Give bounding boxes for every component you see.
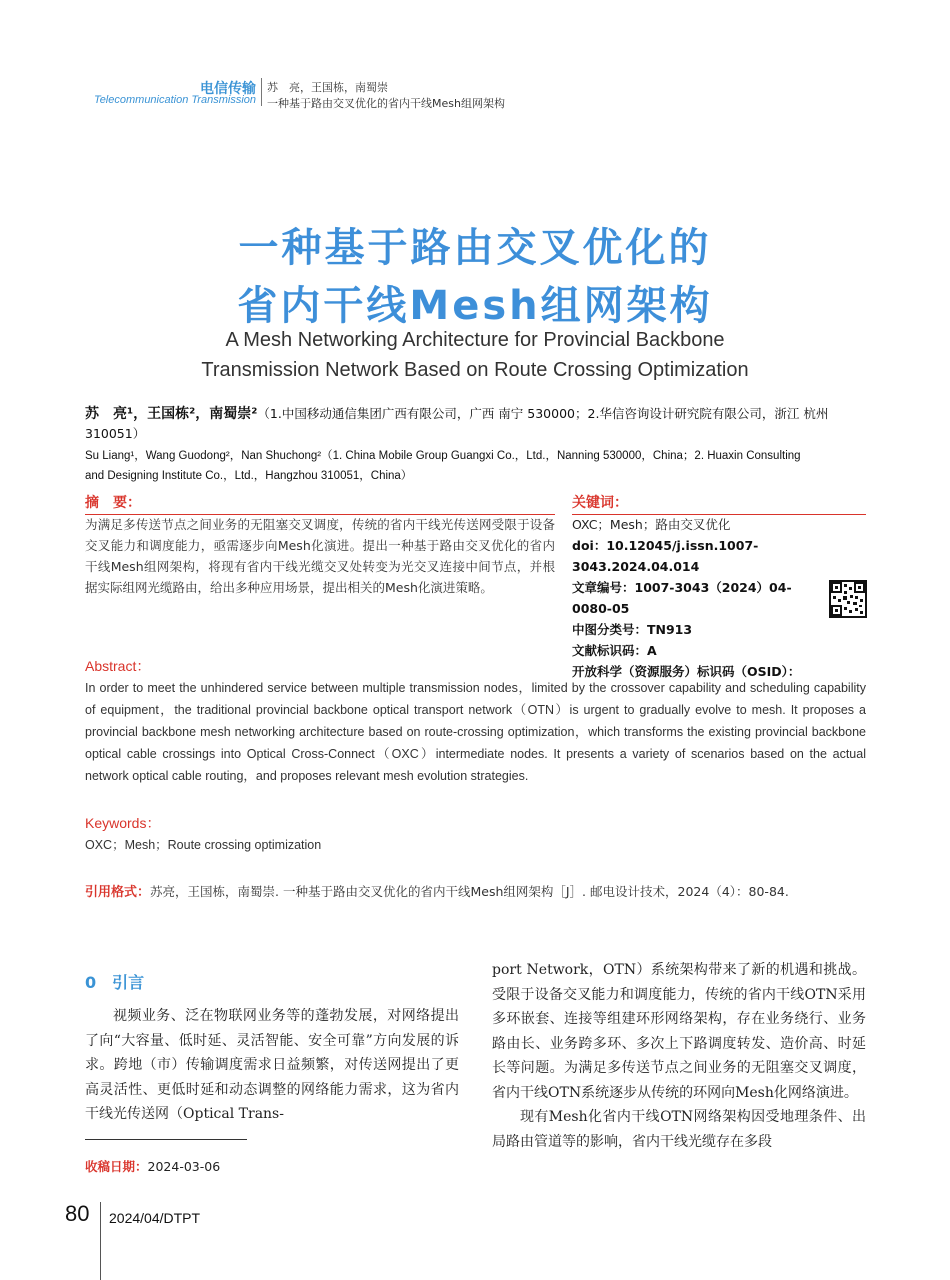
keywords-en-body: OXC；Mesh；Route crossing optimization xyxy=(85,838,322,852)
keywords-en-heading: Keywords： xyxy=(85,815,161,831)
author-names-cn: 苏 亮¹，王国栋²，南蜀崇² xyxy=(85,406,258,422)
header-divider xyxy=(261,78,262,106)
body-paragraph-left: 视频业务、泛在物联网业务等的蓬勃发展，对网络提出了向“大容量、低时延、灵活智能、安全可靠”方向发展的诉求。跨地（市）传输调度需求日益频繁，对传送网提出了更高灵活性、更低时延和动态调整的网络能力需求，这为省内干线光传送网（Optical Trans- xyxy=(85,1008,459,1122)
document-code: 文献标识码：A xyxy=(572,643,657,658)
received-value: 2024-03-06 xyxy=(147,1159,221,1174)
footnote-divider xyxy=(85,1139,247,1140)
header-authors: 苏 亮，王国栋，南蜀崇 xyxy=(267,81,388,94)
citation xyxy=(85,881,875,900)
keywords-cn-heading-rule xyxy=(572,492,866,515)
citation-text: 苏亮，王国栋，南蜀崇. 一种基于路由交叉优化的省内干线Mesh组网架构［J］. 邮电设计技术，2024（4）：80-84. xyxy=(150,884,789,899)
body-paragraph-right-1: port Network，OTN）系统架构带来了新的机遇和挑战。受限于设备交叉能力和调度能力，传统的省内干线OTN采用多环嵌套、连接等组建环形网络架构，存在业务绕行、业务路由长、业务跨多环、多次上下路调度转发、造价高、时延长等问题。为满足多传送节点之间业务的无阻塞交叉调度，省内干线OTN系统逐步从传统的环网向Mesh化网络演进。 xyxy=(492,962,866,1101)
keywords-meta-block xyxy=(572,514,822,682)
abstract-en-body: In order to meet the unhindered service between multiple transmission nodes，limited by the crossover capability and scheduling capability of equipment，the traditional provincial backbone optical transport network（OTN）is urgent to gradually evolve to mesh. It proposes a provincial backbone mesh networking architecture based on route-crossing optimization，which transforms the existing provincial backbone optical cable crossings into Optical Cross-Connect（OXC）intermediate nodes. It presents a variety of scenarios based on the actual network optical cable routing，and proposes relevant mesh evolution strategies. xyxy=(85,681,866,783)
body-paragraph-right-2: 现有Mesh化省内干线OTN网络架构因受地理条件、出局路由管道等的影响，省内干线光缆存在多段 xyxy=(492,1109,866,1150)
body-column-left xyxy=(85,1004,459,1127)
journal-name-cn: 电信传输 xyxy=(200,81,256,97)
title-cn-line2: 省内干线Mesh组网架构 xyxy=(237,283,713,329)
article-number: 文章编号：1007-3043（2024）04-0080-05 xyxy=(572,580,792,616)
journal-name-en: Telecommunication Transmission xyxy=(93,94,256,106)
citation-label: 引用格式： xyxy=(85,885,151,900)
authors-en-line2: and Designing Institute Co.，Ltd.，Hangzhou 310051，China） xyxy=(85,470,413,482)
abstract-en-heading: Abstract： xyxy=(85,658,151,674)
body-column-right xyxy=(492,958,866,1154)
section-heading-intro: 0 引言 xyxy=(85,973,145,992)
author-affiliation-cn: （1.中国移动通信集团广西有限公司，广西 南宁 530000；2.华信咨询设计研究院有限公司，浙江 杭州 310051） xyxy=(85,406,829,441)
abstract-cn-heading: 摘 要： xyxy=(85,495,141,511)
keywords-cn: OXC；Mesh；路由交叉优化 xyxy=(572,517,731,532)
page-number: 80 xyxy=(65,1201,90,1226)
clc-number: 中图分类号：TN913 xyxy=(572,622,693,637)
authors-cn xyxy=(85,404,867,444)
received-label: 收稿日期： xyxy=(85,1159,148,1174)
title-cn-line1: 一种基于路由交叉优化的 xyxy=(238,225,712,271)
title-en-line2: Transmission Network Based on Route Crossing Optimization xyxy=(201,359,749,381)
title-en-line1: A Mesh Networking Architecture for Provincial Backbone xyxy=(225,329,725,351)
doi: doi：10.12045/j.issn.1007-3043.2024.04.014 xyxy=(572,538,759,574)
abstract-cn-body: 为满足多传送节点之间业务的无阻塞交叉调度，传统的省内干线光传送网受限于设备交叉能力和调度能力，亟需逐步向Mesh化演进。提出一种基于路由交叉优化的省内干线Mesh组网架构，将现有省内干线光缆交叉处转变为光交叉连接中间节点，并根据实际组网光缆路由，给出多种应用场景，提出相关的Mesh化演进策略。 xyxy=(85,517,555,595)
osid-qr-code-icon xyxy=(829,580,867,618)
authors-en-line1: Su Liang¹，Wang Guodong²，Nan Shuchong²（1. China Mobile Group Guangxi Co.，Ltd.，Nanning 530000，China；2. Huaxin Consulting xyxy=(85,450,801,462)
footer-divider xyxy=(100,1202,101,1280)
authors-en xyxy=(85,446,867,486)
osid-label: 开放科学（资源服务）标识码（OSID）： xyxy=(572,664,801,679)
abstract-cn-heading-rule xyxy=(85,492,555,515)
header-article-title: 一种基于路由交叉优化的省内干线Mesh组网架构 xyxy=(267,97,505,110)
keywords-cn-heading: 关键词： xyxy=(572,495,628,511)
received-date xyxy=(85,1157,220,1175)
footer-issue: 2024/04/DTPT xyxy=(109,1210,201,1226)
